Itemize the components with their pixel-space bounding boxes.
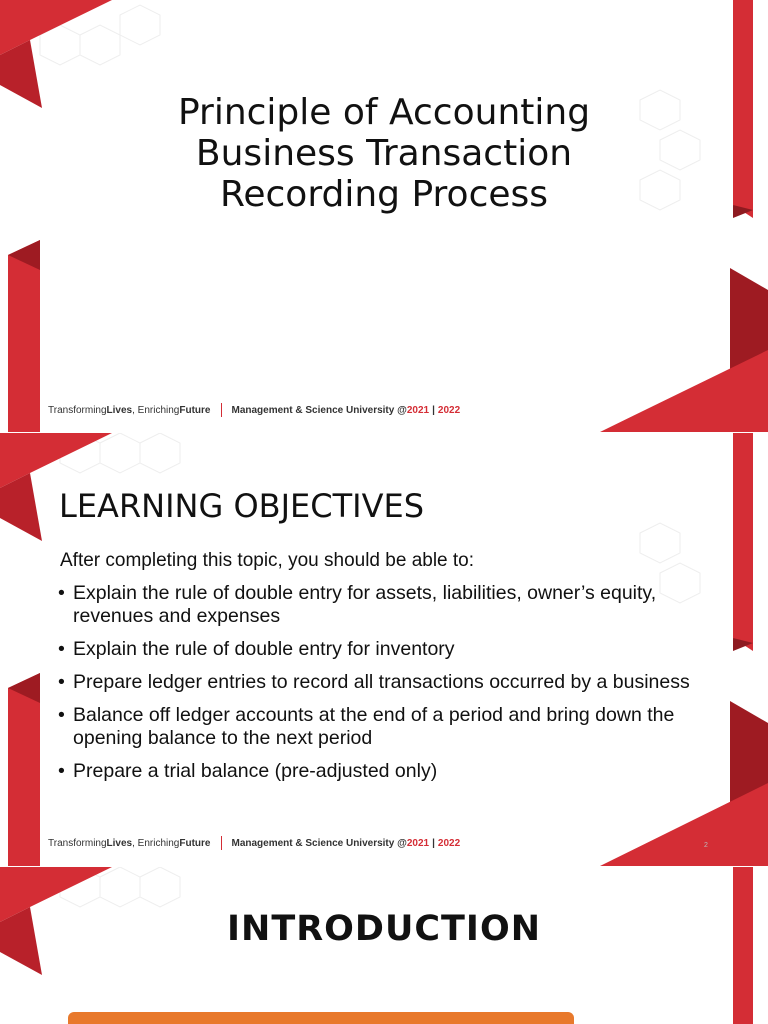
footer-year-1: 2021 xyxy=(406,837,430,849)
footer-tagline-lives: Lives xyxy=(106,837,133,849)
footer-tagline-1: Transforming xyxy=(48,404,107,416)
footer-bar xyxy=(48,835,518,851)
footer-year-divider: | xyxy=(432,404,435,416)
footer-bar xyxy=(48,402,518,418)
footer-tagline-1: Transforming xyxy=(48,837,107,849)
objective-item: • Prepare a trial balance (pre-adjusted only) xyxy=(58,760,718,783)
footer-year-2: 2022 xyxy=(437,837,461,849)
footer-university: Management & Science University @ xyxy=(231,404,407,416)
title-line-1: Principle of Accounting xyxy=(177,92,591,133)
slide-introduction xyxy=(0,867,768,1024)
page-number: 2 xyxy=(704,842,708,849)
slide-decoration xyxy=(0,0,768,432)
presentation-title xyxy=(0,92,768,215)
footer-university: Management & Science University @ xyxy=(231,837,407,849)
objective-item: • Explain the rule of double entry for assets, liabilities, owner’s equity, revenues and expenses xyxy=(58,582,718,628)
objective-item: • Explain the rule of double entry for inventory xyxy=(58,638,718,661)
title-line-2: Business Transaction xyxy=(195,133,573,174)
footer-divider-line xyxy=(221,836,222,850)
footer-year-2: 2022 xyxy=(437,404,461,416)
objectives-heading: LEARNING OBJECTIVES xyxy=(59,487,424,525)
objectives-intro: After completing this topic, you should be able to: xyxy=(60,550,475,571)
footer-year-divider: | xyxy=(432,837,435,849)
footer-divider-line xyxy=(221,403,222,417)
content-box xyxy=(68,1012,574,1024)
introduction-heading: INTRODUCTION xyxy=(227,909,541,949)
footer-year-1: 2021 xyxy=(406,404,430,416)
title-line-3: Recording Process xyxy=(219,174,549,215)
footer-tagline-lives: Lives xyxy=(106,404,133,416)
footer-tagline-future: Future xyxy=(179,837,211,849)
footer-tagline-future: Future xyxy=(179,404,211,416)
objectives-list xyxy=(58,582,718,793)
footer-tagline-2: , Enriching xyxy=(132,404,180,416)
objective-item: • Prepare ledger entries to record all transactions occurred by a business xyxy=(58,671,718,694)
objective-item: • Balance off ledger accounts at the end of a period and bring down the opening balance to the next period xyxy=(58,704,718,750)
slide-title xyxy=(0,0,768,432)
slide-learning-objectives xyxy=(0,433,768,866)
footer-tagline-2: , Enriching xyxy=(132,837,180,849)
